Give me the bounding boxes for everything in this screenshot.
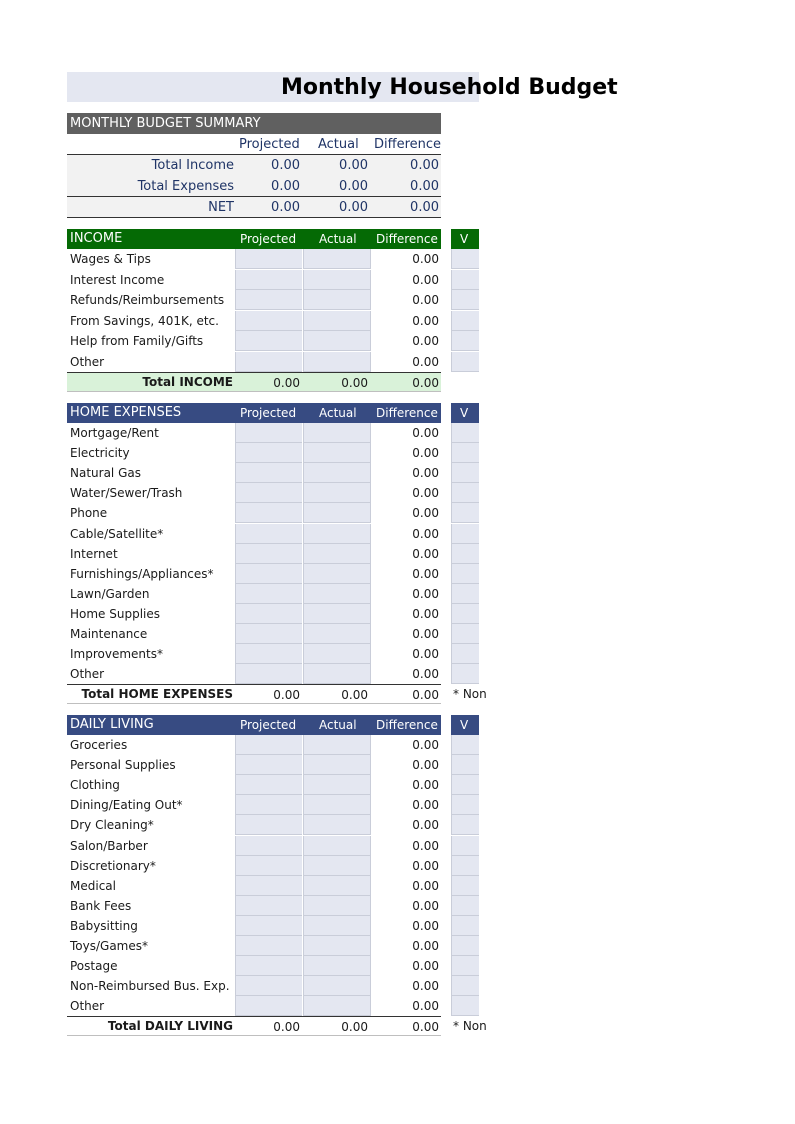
daily-col-difference: Difference bbox=[376, 718, 438, 732]
daily-row bbox=[67, 996, 441, 1016]
home-side-input[interactable] bbox=[451, 483, 479, 503]
home-row-label: Electricity bbox=[70, 446, 130, 460]
daily-actual-input[interactable] bbox=[303, 936, 371, 956]
home-side-input[interactable] bbox=[451, 544, 479, 564]
income-row-label: Refunds/Reimbursements bbox=[70, 293, 225, 307]
daily-side-input[interactable] bbox=[451, 956, 479, 976]
summary-header: MONTHLY BUDGET SUMMARY bbox=[67, 113, 441, 134]
income-actual-input[interactable] bbox=[303, 249, 371, 269]
income-total-projected: 0.00 bbox=[273, 376, 300, 390]
income-row-difference: 0.00 bbox=[412, 273, 439, 287]
home-side-input[interactable] bbox=[451, 664, 479, 684]
daily-actual-input[interactable] bbox=[303, 956, 371, 976]
home-projected-input[interactable] bbox=[235, 664, 302, 684]
title-bar bbox=[67, 72, 618, 102]
daily-projected-input[interactable] bbox=[235, 856, 302, 876]
home-row-difference: 0.00 bbox=[412, 647, 439, 661]
home-total-label: Total HOME EXPENSES bbox=[81, 687, 233, 701]
income-actual-input[interactable] bbox=[303, 331, 371, 351]
daily-row-label: Postage bbox=[70, 959, 118, 973]
home-header bbox=[67, 403, 441, 423]
income-projected-input[interactable] bbox=[235, 270, 302, 290]
daily-col-actual: Actual bbox=[319, 718, 357, 732]
summary-difference: 0.00 bbox=[410, 200, 439, 215]
home-row-label: Lawn/Garden bbox=[70, 587, 150, 601]
home-row-difference: 0.00 bbox=[412, 627, 439, 641]
summary-col-projected: Projected bbox=[239, 137, 300, 152]
daily-actual-input[interactable] bbox=[303, 775, 371, 795]
daily-row-difference: 0.00 bbox=[412, 758, 439, 772]
home-projected-input[interactable] bbox=[235, 524, 302, 544]
daily-row bbox=[67, 956, 441, 976]
home-side-input[interactable] bbox=[451, 423, 479, 443]
daily-side-input[interactable] bbox=[451, 856, 479, 876]
daily-row-difference: 0.00 bbox=[412, 738, 439, 752]
daily-total-label: Total DAILY LIVING bbox=[107, 1019, 233, 1033]
income-row-difference: 0.00 bbox=[412, 252, 439, 266]
home-side-input[interactable] bbox=[451, 644, 479, 664]
income-row bbox=[67, 352, 441, 372]
summary-actual: 0.00 bbox=[339, 200, 368, 215]
home-actual-input[interactable] bbox=[303, 524, 371, 544]
daily-actual-input[interactable] bbox=[303, 976, 371, 996]
home-projected-input[interactable] bbox=[235, 463, 302, 483]
home-col-projected: Projected bbox=[240, 406, 297, 420]
home-side-input[interactable] bbox=[451, 524, 479, 544]
summary-label: Total Income bbox=[151, 158, 234, 173]
summary-col-difference: Difference bbox=[374, 137, 442, 152]
income-total-label: Total INCOME bbox=[142, 375, 233, 389]
daily-row bbox=[67, 755, 441, 775]
daily-row-difference: 0.00 bbox=[412, 939, 439, 953]
home-total-row bbox=[67, 684, 441, 704]
home-row-difference: 0.00 bbox=[412, 466, 439, 480]
daily-actual-input[interactable] bbox=[303, 896, 371, 916]
daily-row bbox=[67, 916, 441, 936]
summary-difference: 0.00 bbox=[410, 179, 439, 194]
home-row bbox=[67, 483, 441, 503]
daily-row bbox=[67, 876, 441, 896]
home-projected-input[interactable] bbox=[235, 503, 302, 523]
home-actual-input[interactable] bbox=[303, 624, 371, 644]
income-header bbox=[67, 229, 441, 249]
income-row-difference: 0.00 bbox=[412, 334, 439, 348]
daily-side-input[interactable] bbox=[451, 876, 479, 896]
home-actual-input[interactable] bbox=[303, 564, 371, 584]
home-side-input[interactable] bbox=[451, 604, 479, 624]
summary-row-net bbox=[67, 197, 441, 218]
daily-header-title: DAILY LIVING bbox=[70, 717, 154, 732]
home-row-difference: 0.00 bbox=[412, 587, 439, 601]
daily-side-input[interactable] bbox=[451, 836, 479, 856]
home-row bbox=[67, 544, 441, 564]
home-actual-input[interactable] bbox=[303, 463, 371, 483]
home-col-actual: Actual bbox=[319, 406, 357, 420]
daily-side-tab: V bbox=[451, 715, 479, 735]
home-side-input[interactable] bbox=[451, 463, 479, 483]
income-actual-input[interactable] bbox=[303, 290, 371, 310]
daily-actual-input[interactable] bbox=[303, 916, 371, 936]
summary-actual: 0.00 bbox=[339, 179, 368, 194]
home-actual-input[interactable] bbox=[303, 503, 371, 523]
home-actual-input[interactable] bbox=[303, 584, 371, 604]
home-projected-input[interactable] bbox=[235, 584, 302, 604]
home-footnote: * Non bbox=[453, 687, 487, 701]
daily-row bbox=[67, 896, 441, 916]
income-row-difference: 0.00 bbox=[412, 314, 439, 328]
home-side-input[interactable] bbox=[451, 443, 479, 463]
daily-footnote: * Non bbox=[453, 1019, 487, 1033]
daily-row-label: Personal Supplies bbox=[70, 758, 176, 772]
daily-total-projected: 0.00 bbox=[273, 1020, 300, 1034]
home-row bbox=[67, 423, 441, 443]
income-row-label: Wages & Tips bbox=[70, 252, 151, 266]
summary-difference: 0.00 bbox=[410, 158, 439, 173]
daily-actual-input[interactable] bbox=[303, 795, 371, 815]
daily-projected-input[interactable] bbox=[235, 735, 302, 755]
daily-row bbox=[67, 735, 441, 755]
home-projected-input[interactable] bbox=[235, 544, 302, 564]
daily-row bbox=[67, 795, 441, 815]
home-side-input[interactable] bbox=[451, 564, 479, 584]
daily-projected-input[interactable] bbox=[235, 795, 302, 815]
income-row-label: Other bbox=[70, 355, 105, 369]
income-total-actual: 0.00 bbox=[341, 376, 368, 390]
daily-actual-input[interactable] bbox=[303, 735, 371, 755]
home-projected-input[interactable] bbox=[235, 624, 302, 644]
daily-row-difference: 0.00 bbox=[412, 879, 439, 893]
summary-row-income bbox=[67, 155, 441, 176]
home-row bbox=[67, 624, 441, 644]
daily-projected-input[interactable] bbox=[235, 775, 302, 795]
daily-total-actual: 0.00 bbox=[341, 1020, 368, 1034]
summary-projected: 0.00 bbox=[271, 179, 300, 194]
home-row-label: Internet bbox=[70, 547, 118, 561]
income-total-row bbox=[67, 372, 441, 392]
daily-row-label: Non-Reimbursed Bus. Exp. bbox=[70, 979, 230, 993]
home-col-difference: Difference bbox=[376, 406, 438, 420]
daily-side-input[interactable] bbox=[451, 795, 479, 815]
home-header-title: HOME EXPENSES bbox=[70, 405, 182, 420]
home-row-difference: 0.00 bbox=[412, 667, 439, 681]
home-projected-input[interactable] bbox=[235, 604, 302, 624]
divider bbox=[67, 217, 441, 218]
home-actual-input[interactable] bbox=[303, 604, 371, 624]
daily-side-input[interactable] bbox=[451, 775, 479, 795]
home-actual-input[interactable] bbox=[303, 483, 371, 503]
home-row bbox=[67, 604, 441, 624]
daily-total-difference: 0.00 bbox=[412, 1020, 439, 1034]
daily-row bbox=[67, 856, 441, 876]
daily-row-difference: 0.00 bbox=[412, 818, 439, 832]
home-row-difference: 0.00 bbox=[412, 527, 439, 541]
daily-row-label: Dry Cleaning* bbox=[70, 818, 154, 832]
income-side-input[interactable] bbox=[451, 249, 479, 269]
home-row-label: Improvements* bbox=[70, 647, 163, 661]
daily-row-label: Medical bbox=[70, 879, 116, 893]
daily-projected-input[interactable] bbox=[235, 896, 302, 916]
home-projected-input[interactable] bbox=[235, 423, 302, 443]
daily-row-difference: 0.00 bbox=[412, 959, 439, 973]
daily-projected-input[interactable] bbox=[235, 936, 302, 956]
daily-col-projected: Projected bbox=[240, 718, 297, 732]
income-side-input[interactable] bbox=[451, 290, 479, 310]
income-row bbox=[67, 270, 441, 290]
home-row-difference: 0.00 bbox=[412, 547, 439, 561]
daily-actual-input[interactable] bbox=[303, 815, 371, 835]
home-projected-input[interactable] bbox=[235, 483, 302, 503]
income-actual-input[interactable] bbox=[303, 311, 371, 331]
daily-actual-input[interactable] bbox=[303, 755, 371, 775]
home-row bbox=[67, 443, 441, 463]
daily-projected-input[interactable] bbox=[235, 976, 302, 996]
daily-row-label: Salon/Barber bbox=[70, 839, 148, 853]
daily-header bbox=[67, 715, 441, 735]
home-row-label: Furnishings/Appliances* bbox=[70, 567, 214, 581]
daily-projected-input[interactable] bbox=[235, 956, 302, 976]
summary-projected: 0.00 bbox=[271, 158, 300, 173]
income-col-actual: Actual bbox=[319, 232, 357, 246]
daily-projected-input[interactable] bbox=[235, 876, 302, 896]
daily-projected-input[interactable] bbox=[235, 755, 302, 775]
daily-side-input[interactable] bbox=[451, 815, 479, 835]
daily-row-label: Babysitting bbox=[70, 919, 138, 933]
income-row-difference: 0.00 bbox=[412, 293, 439, 307]
income-side-input[interactable] bbox=[451, 331, 479, 351]
daily-row-difference: 0.00 bbox=[412, 839, 439, 853]
daily-projected-input[interactable] bbox=[235, 996, 302, 1016]
summary-actual: 0.00 bbox=[339, 158, 368, 173]
home-row-label: Home Supplies bbox=[70, 607, 161, 621]
home-total-difference: 0.00 bbox=[412, 688, 439, 702]
daily-row-difference: 0.00 bbox=[412, 798, 439, 812]
income-side-input[interactable] bbox=[451, 352, 479, 372]
income-row bbox=[67, 249, 441, 269]
daily-side-input[interactable] bbox=[451, 936, 479, 956]
home-row-label: Water/Sewer/Trash bbox=[70, 486, 183, 500]
summary-label: NET bbox=[208, 200, 234, 215]
income-header-title: INCOME bbox=[70, 231, 123, 246]
home-row-label: Other bbox=[70, 667, 105, 681]
daily-actual-input[interactable] bbox=[303, 856, 371, 876]
home-actual-input[interactable] bbox=[303, 423, 371, 443]
home-row-difference: 0.00 bbox=[412, 607, 439, 621]
income-projected-input[interactable] bbox=[235, 352, 302, 372]
home-row bbox=[67, 644, 441, 664]
home-projected-input[interactable] bbox=[235, 564, 302, 584]
daily-row-difference: 0.00 bbox=[412, 859, 439, 873]
daily-row bbox=[67, 815, 441, 835]
home-row bbox=[67, 584, 441, 604]
daily-row-difference: 0.00 bbox=[412, 979, 439, 993]
daily-row-difference: 0.00 bbox=[412, 999, 439, 1013]
home-row-label: Phone bbox=[70, 506, 108, 520]
income-row-difference: 0.00 bbox=[412, 355, 439, 369]
home-row-difference: 0.00 bbox=[412, 446, 439, 460]
income-side-tab: V bbox=[451, 229, 479, 249]
income-projected-input[interactable] bbox=[235, 331, 302, 351]
daily-row-label: Dining/Eating Out* bbox=[70, 798, 183, 812]
daily-side-input[interactable] bbox=[451, 755, 479, 775]
home-row-label: Maintenance bbox=[70, 627, 148, 641]
summary-projected: 0.00 bbox=[271, 200, 300, 215]
daily-row bbox=[67, 976, 441, 996]
daily-total-row bbox=[67, 1016, 441, 1036]
income-row-label: From Savings, 401K, etc. bbox=[70, 314, 219, 328]
home-row-difference: 0.00 bbox=[412, 506, 439, 520]
home-row-label: Cable/Satellite* bbox=[70, 527, 164, 541]
home-row-difference: 0.00 bbox=[412, 486, 439, 500]
income-projected-input[interactable] bbox=[235, 311, 302, 331]
summary-row-expenses bbox=[67, 176, 441, 197]
summary-col-actual: Actual bbox=[318, 137, 359, 152]
income-actual-input[interactable] bbox=[303, 270, 371, 290]
income-total-difference: 0.00 bbox=[412, 376, 439, 390]
home-total-projected: 0.00 bbox=[273, 688, 300, 702]
home-row bbox=[67, 463, 441, 483]
summary-label: Total Expenses bbox=[137, 179, 234, 194]
daily-row-label: Other bbox=[70, 999, 105, 1013]
income-side-input[interactable] bbox=[451, 270, 479, 290]
income-row bbox=[67, 311, 441, 331]
home-row bbox=[67, 524, 441, 544]
daily-row-label: Discretionary* bbox=[70, 859, 156, 873]
daily-row bbox=[67, 836, 441, 856]
daily-row-label: Bank Fees bbox=[70, 899, 132, 913]
income-row bbox=[67, 290, 441, 310]
home-actual-input[interactable] bbox=[303, 664, 371, 684]
daily-projected-input[interactable] bbox=[235, 815, 302, 835]
daily-row-label: Clothing bbox=[70, 778, 120, 792]
income-col-projected: Projected bbox=[240, 232, 297, 246]
daily-actual-input[interactable] bbox=[303, 876, 371, 896]
home-row-difference: 0.00 bbox=[412, 426, 439, 440]
income-row-label: Help from Family/Gifts bbox=[70, 334, 204, 348]
daily-side-input[interactable] bbox=[451, 976, 479, 996]
home-projected-input[interactable] bbox=[235, 644, 302, 664]
home-side-input[interactable] bbox=[451, 503, 479, 523]
home-projected-input[interactable] bbox=[235, 443, 302, 463]
daily-side-input[interactable] bbox=[451, 996, 479, 1016]
daily-row-difference: 0.00 bbox=[412, 899, 439, 913]
home-row-label: Natural Gas bbox=[70, 466, 141, 480]
income-projected-input[interactable] bbox=[235, 249, 302, 269]
income-side-input[interactable] bbox=[451, 311, 479, 331]
income-projected-input[interactable] bbox=[235, 290, 302, 310]
income-row-label: Interest Income bbox=[70, 273, 165, 287]
home-side-tab: V bbox=[451, 403, 479, 423]
daily-row-difference: 0.00 bbox=[412, 919, 439, 933]
daily-row-label: Groceries bbox=[70, 738, 128, 752]
daily-row-label: Toys/Games* bbox=[70, 939, 149, 953]
daily-actual-input[interactable] bbox=[303, 836, 371, 856]
daily-row-difference: 0.00 bbox=[412, 778, 439, 792]
daily-row bbox=[67, 775, 441, 795]
home-row bbox=[67, 564, 441, 584]
daily-projected-input[interactable] bbox=[235, 916, 302, 936]
home-row bbox=[67, 503, 441, 523]
daily-side-input[interactable] bbox=[451, 916, 479, 936]
daily-side-input[interactable] bbox=[451, 735, 479, 755]
home-side-input[interactable] bbox=[451, 624, 479, 644]
daily-projected-input[interactable] bbox=[235, 836, 302, 856]
home-actual-input[interactable] bbox=[303, 644, 371, 664]
home-actual-input[interactable] bbox=[303, 544, 371, 564]
income-actual-input[interactable] bbox=[303, 352, 371, 372]
home-row-difference: 0.00 bbox=[412, 567, 439, 581]
daily-row bbox=[67, 936, 441, 956]
home-row bbox=[67, 664, 441, 684]
home-side-input[interactable] bbox=[451, 584, 479, 604]
daily-side-input[interactable] bbox=[451, 896, 479, 916]
home-row-label: Mortgage/Rent bbox=[70, 426, 159, 440]
income-row bbox=[67, 331, 441, 351]
home-total-actual: 0.00 bbox=[341, 688, 368, 702]
income-col-difference: Difference bbox=[376, 232, 438, 246]
daily-actual-input[interactable] bbox=[303, 996, 371, 1016]
home-actual-input[interactable] bbox=[303, 443, 371, 463]
page-title: Monthly Household Budget bbox=[281, 75, 618, 100]
